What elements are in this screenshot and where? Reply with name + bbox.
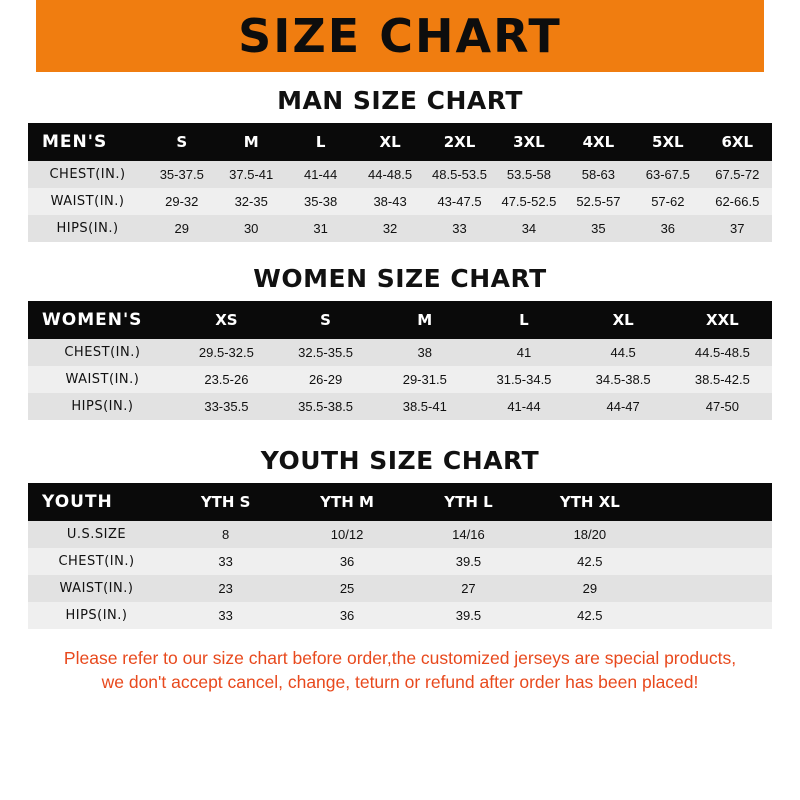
men-cell-0-0: 35-37.5 (147, 161, 216, 188)
men-table-head (28, 123, 772, 161)
men-cell-1-7: 57-62 (633, 188, 702, 215)
header-band (0, 0, 800, 72)
table-row (28, 521, 772, 548)
table-row (28, 161, 772, 188)
youth-cell-2-1: 25 (286, 575, 407, 602)
youth-cell-3-0: 33 (165, 602, 286, 629)
women-row-label-1: WAIST(IN.) (28, 366, 177, 393)
youth-col-0: YTH S (165, 483, 286, 521)
men-cell-1-0: 29-32 (147, 188, 216, 215)
women-cell-1-5: 38.5-42.5 (673, 366, 772, 393)
men-cell-1-2: 35-38 (286, 188, 355, 215)
youth-cell-2-spacer (651, 575, 772, 602)
youth-table-head (28, 483, 772, 521)
women-cell-2-5: 47-50 (673, 393, 772, 420)
youth-cell-0-2: 14/16 (408, 521, 529, 548)
youth-cell-2-2: 27 (408, 575, 529, 602)
header-right-spacer (764, 0, 800, 72)
table-row (28, 548, 772, 575)
men-cell-2-7: 36 (633, 215, 702, 242)
youth-cell-3-1: 36 (286, 602, 407, 629)
women-cell-0-5: 44.5-48.5 (673, 339, 772, 366)
women-cell-2-3: 41-44 (474, 393, 573, 420)
men-cell-2-4: 33 (425, 215, 494, 242)
men-cell-0-5: 53.5-58 (494, 161, 563, 188)
women-table-body (28, 339, 772, 420)
youth-cell-2-0: 23 (165, 575, 286, 602)
men-header-label: MEN'S (28, 123, 147, 161)
women-col-0: XS (177, 301, 276, 339)
men-row-label-1: WAIST(IN.) (28, 188, 147, 215)
women-cell-1-4: 34.5-38.5 (574, 366, 673, 393)
table-row (28, 575, 772, 602)
men-cell-2-6: 35 (564, 215, 633, 242)
youth-cell-0-1: 10/12 (286, 521, 407, 548)
men-size-table (28, 123, 772, 242)
men-cell-2-8: 37 (703, 215, 772, 242)
men-cell-1-8: 62-66.5 (703, 188, 772, 215)
men-cell-0-1: 37.5-41 (216, 161, 285, 188)
youth-size-table (28, 483, 772, 629)
youth-cell-1-2: 39.5 (408, 548, 529, 575)
women-cell-0-0: 29.5-32.5 (177, 339, 276, 366)
men-col-5: 3XL (494, 123, 563, 161)
women-cell-1-2: 29-31.5 (375, 366, 474, 393)
table-row (28, 393, 772, 420)
table-row (28, 602, 772, 629)
youth-cell-3-3: 42.5 (529, 602, 650, 629)
youth-row-label-2: WAIST(IN.) (28, 575, 165, 602)
men-col-0: S (147, 123, 216, 161)
women-col-1: S (276, 301, 375, 339)
section-title-men: MAN SIZE CHART (277, 86, 523, 115)
men-cell-2-0: 29 (147, 215, 216, 242)
women-cell-0-2: 38 (375, 339, 474, 366)
youth-col-spacer (651, 483, 772, 521)
women-cell-0-3: 41 (474, 339, 573, 366)
table-row (28, 366, 772, 393)
women-col-3: L (474, 301, 573, 339)
youth-cell-1-spacer (651, 548, 772, 575)
content (0, 86, 800, 694)
women-cell-1-0: 23.5-26 (177, 366, 276, 393)
women-cell-0-1: 32.5-35.5 (276, 339, 375, 366)
youth-cell-0-3: 18/20 (529, 521, 650, 548)
youth-table-body (28, 521, 772, 629)
youth-cell-1-1: 36 (286, 548, 407, 575)
page-title: SIZE CHART (238, 9, 562, 63)
women-header-label: WOMEN'S (28, 301, 177, 339)
table-row (28, 188, 772, 215)
table-row (28, 339, 772, 366)
men-row-label-0: CHEST(IN.) (28, 161, 147, 188)
table-header-row (28, 301, 772, 339)
table-header-row (28, 123, 772, 161)
women-cell-0-4: 44.5 (574, 339, 673, 366)
youth-cell-0-0: 8 (165, 521, 286, 548)
youth-cell-0-spacer (651, 521, 772, 548)
youth-row-label-0: U.S.SIZE (28, 521, 165, 548)
women-table-head (28, 301, 772, 339)
footer-note-line1: Please refer to our size chart before order,the customized jerseys are special products, (63, 648, 737, 668)
youth-col-2: YTH L (408, 483, 529, 521)
women-col-2: M (375, 301, 474, 339)
youth-cell-3-spacer (651, 602, 772, 629)
men-cell-0-8: 67.5-72 (703, 161, 772, 188)
men-cell-2-3: 32 (355, 215, 424, 242)
women-col-5: XXL (673, 301, 772, 339)
men-cell-1-3: 38-43 (355, 188, 424, 215)
youth-cell-1-0: 33 (165, 548, 286, 575)
men-cell-2-5: 34 (494, 215, 563, 242)
youth-cell-2-3: 29 (529, 575, 650, 602)
men-cell-1-1: 32-35 (216, 188, 285, 215)
women-row-label-2: HIPS(IN.) (28, 393, 177, 420)
youth-col-1: YTH M (286, 483, 407, 521)
women-size-table (28, 301, 772, 420)
women-row-label-0: CHEST(IN.) (28, 339, 177, 366)
men-table-body (28, 161, 772, 242)
men-col-8: 6XL (703, 123, 772, 161)
men-col-4: 2XL (425, 123, 494, 161)
section-title-youth: YOUTH SIZE CHART (260, 446, 540, 475)
men-col-6: 4XL (564, 123, 633, 161)
men-col-2: L (286, 123, 355, 161)
men-cell-1-4: 43-47.5 (425, 188, 494, 215)
men-col-1: M (216, 123, 285, 161)
men-cell-0-2: 41-44 (286, 161, 355, 188)
men-col-7: 5XL (633, 123, 702, 161)
men-cell-1-6: 52.5-57 (564, 188, 633, 215)
men-cell-0-6: 58-63 (564, 161, 633, 188)
men-col-3: XL (355, 123, 424, 161)
men-cell-0-4: 48.5-53.5 (425, 161, 494, 188)
footer-note (28, 647, 772, 694)
header-left-spacer (0, 0, 36, 72)
women-col-4: XL (574, 301, 673, 339)
men-cell-2-1: 30 (216, 215, 285, 242)
men-cell-1-5: 47.5-52.5 (494, 188, 563, 215)
youth-header-label: YOUTH (28, 483, 165, 521)
youth-cell-1-3: 42.5 (529, 548, 650, 575)
youth-row-label-3: HIPS(IN.) (28, 602, 165, 629)
men-cell-0-3: 44-48.5 (355, 161, 424, 188)
youth-cell-3-2: 39.5 (408, 602, 529, 629)
men-row-label-2: HIPS(IN.) (28, 215, 147, 242)
women-cell-2-4: 44-47 (574, 393, 673, 420)
table-header-row (28, 483, 772, 521)
women-cell-1-3: 31.5-34.5 (474, 366, 573, 393)
table-row (28, 215, 772, 242)
women-cell-1-1: 26-29 (276, 366, 375, 393)
women-cell-2-0: 33-35.5 (177, 393, 276, 420)
women-cell-2-2: 38.5-41 (375, 393, 474, 420)
men-cell-0-7: 63-67.5 (633, 161, 702, 188)
youth-col-3: YTH XL (529, 483, 650, 521)
youth-row-label-1: CHEST(IN.) (28, 548, 165, 575)
women-cell-2-1: 35.5-38.5 (276, 393, 375, 420)
footer-note-line2: we don't accept cancel, change, teturn or refund after order has been placed! (101, 671, 699, 692)
section-title-women: WOMEN SIZE CHART (253, 264, 547, 293)
men-cell-2-2: 31 (286, 215, 355, 242)
